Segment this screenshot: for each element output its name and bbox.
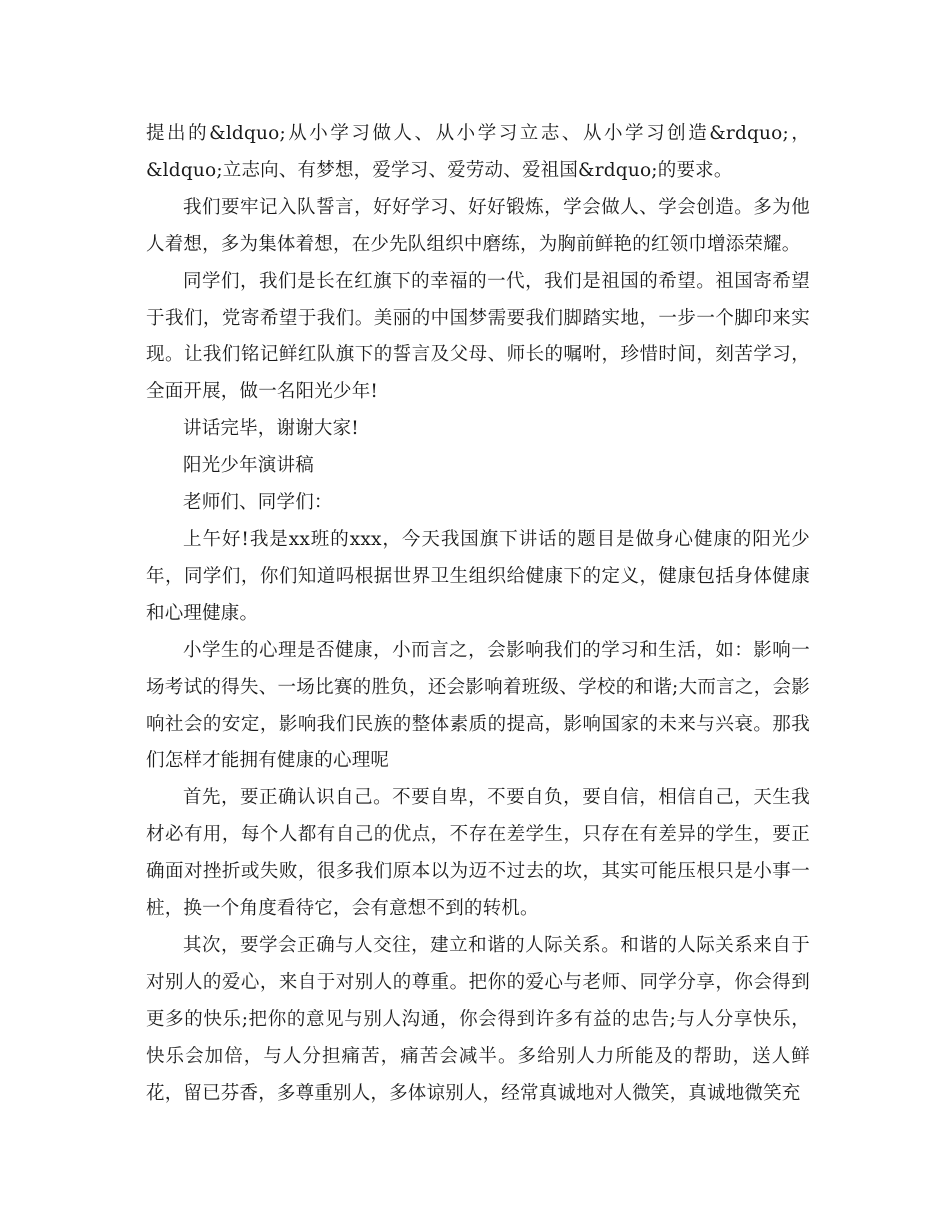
- paragraph-greeting: 上午好!我是xx班的xxx，今天我国旗下讲话的题目是做身心健康的阳光少年，同学们，你们知道吗根据世界卫生组织给健康下的定义，健康包括身体健康和心理健康。: [146, 528, 810, 624]
- paragraph-second-point: 其次，要学会正确与人交往，建立和谐的人际关系。和谐的人际关系来自于对别人的爱心，来自于对别人的尊重。把你的爱心与老师、同学分享，你会得到更多的快乐;把你的意见与别人沟通，你会得到许多有益的忠告;与人分享快乐，快乐会加倍，与人分担痛苦，痛苦会减半。多给别人力所能及的帮助，送人鲜花，留已芬香，多尊重别人，多体谅别人，经常真诚地对人微笑，真诚地微笑充: [146, 934, 810, 1104]
- speech-salutation: 老师们、同学们：: [183, 492, 333, 514]
- document-body: [146, 116, 810, 1112]
- paragraph-closing-thanks: 讲话完毕，谢谢大家!: [183, 418, 359, 440]
- paragraph-mental-health: 小学生的心理是否健康，小而言之，会影响我们的学习和生活，如：影响一场考试的得失、一场比赛的胜负，还会影响着班级、学校的和谐;大而言之，会影响社会的安定，影响我们民族的整体素质的提高，影响国家的未来与兴衰。那我们怎样才能拥有健康的心理呢: [146, 639, 810, 772]
- paragraph-oath: 我们要牢记入队誓言，好好学习、好好锻炼，学会做人、学会创造。多为他人着想，多为集体着想，在少先队组织中磨练，为胸前鲜艳的红领巾增添荣耀。: [146, 196, 810, 255]
- paragraph-continued-requirements: 提出的&ldquo;从小学习做人、从小学习立志、从小学习创造&rdquo;，&ldquo;立志向、有梦想，爱学习、爱劳动、爱祖国&rdquo;的要求。: [146, 123, 810, 181]
- paragraph-hope-of-nation: 同学们，我们是长在红旗下的幸福的一代，我们是祖国的希望。祖国寄希望于我们，党寄希望于我们。美丽的中国梦需要我们脚踏实地，一步一个脚印来实现。让我们铭记鲜红队旗下的誓言及父母、师长的嘱咐，珍惜时间，刻苦学习，全面开展，做一名阳光少年!: [146, 270, 810, 403]
- speech-title: 阳光少年演讲稿: [183, 455, 314, 477]
- paragraph-first-point: 首先，要正确认识自己。不要自卑，不要自负，要自信，相信自己，天生我材必有用，每个人都有自己的优点，不存在差学生，只存在有差异的学生，要正确面对挫折或失败，很多我们原本以为迈不过去的坎，其实可能压根只是小事一桩，换一个角度看待它，会有意想不到的转机。: [146, 787, 810, 920]
